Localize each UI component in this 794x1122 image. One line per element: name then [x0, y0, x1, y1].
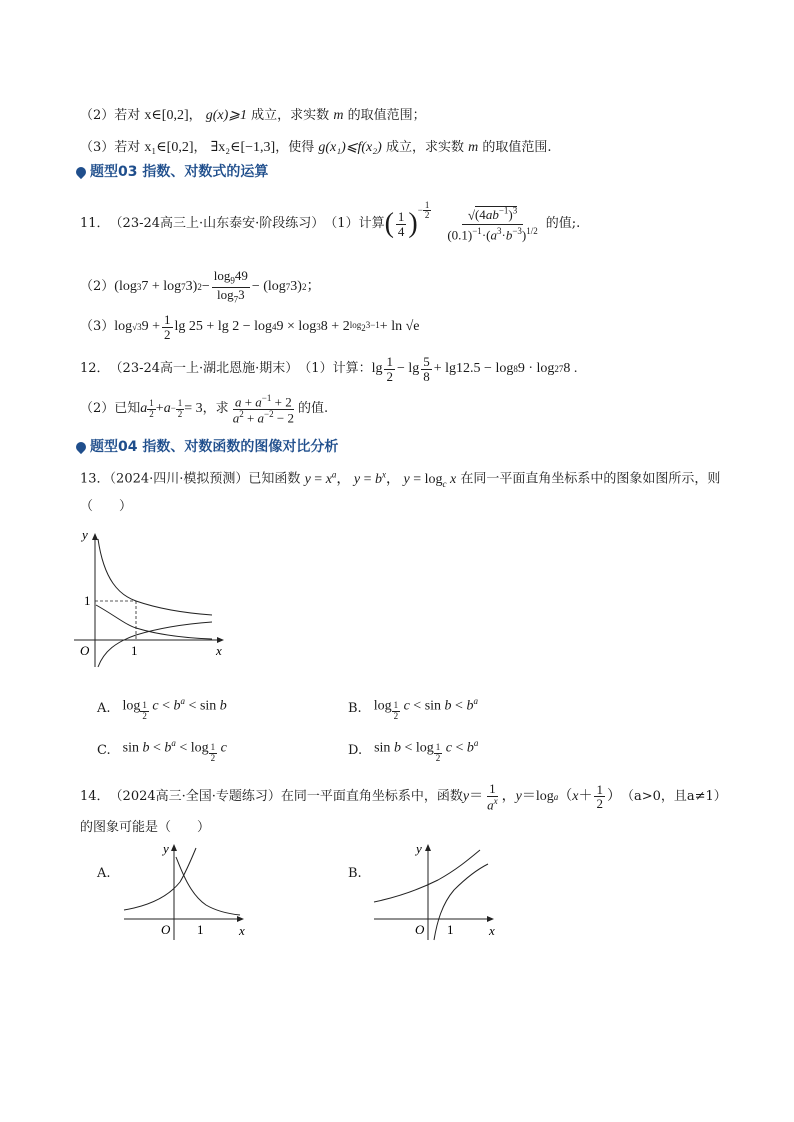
q14-stem-line-2: 的图象可能是（ ） — [80, 820, 211, 835]
q14-graph-a-label: A. — [97, 866, 111, 881]
section-heading-04: 题型04 指数、对数函数的图像对比分析 — [76, 436, 338, 456]
q-prev-part-3: （3）若对 x₁∈[0,2]， ∃x₂∈[−1,3]，使得 g(x₁)⩽f(x₂) 成立，求实数 m 的取值范围. — [80, 140, 552, 155]
q13-option-b[interactable]: B. log $_{\frac{1}{2}}$ $c < \sin b < b^a$ — [348, 696, 478, 721]
y-axis-label: y — [82, 527, 88, 542]
q14-functions: y ＝ $\frac{1}{a^x}$ ， y ＝log a （ x ＋ $\frac{1}{2}$ ） — [462, 781, 621, 813]
q-prev-part-2: （2）若对 x∈[0,2]， g(x)⩾1 成立，求实数 m 的取值范围； — [80, 108, 426, 123]
x-axis-arrow-icon — [487, 916, 494, 922]
x-tick-one: 1 — [197, 922, 204, 937]
curve-logarithm — [98, 622, 212, 667]
location-pin-icon — [74, 440, 88, 454]
q13-graph — [64, 525, 244, 675]
origin-label: O — [80, 643, 90, 658]
curve-exponential — [96, 605, 212, 639]
x-tick-one: 1 — [131, 643, 138, 658]
q11-part-2: （2） (log 3 7 + log 7 3) 2 − $\frac{\log_949}{\log_73}$ − (log 7 3) 2 ； — [80, 268, 321, 305]
q12-stem: 12． （23-24高一上·湖北恩施·期末） （1）计算： lg $\frac{1}{2}$ − lg $\frac{5}{8}$ + lg12.5 − log 8 9 · log 27 8 . — [80, 353, 578, 384]
y-axis-arrow-icon — [425, 844, 431, 851]
q14-graph-b[interactable] — [368, 842, 508, 942]
curve-power — [98, 539, 212, 615]
y-axis-label: y — [163, 842, 169, 856]
q12-formula-3: $\frac{a + a^{-1} + 2}{a^2 + a^{-2} - 2}$ — [232, 392, 294, 425]
curve-exponential — [374, 850, 480, 902]
q12-formula-1: lg $\frac{1}{2}$ − lg $\frac{5}{8}$ + lg12.5 − log 8 9 · log 27 8 . — [371, 353, 578, 384]
q11-formula-3: log √3 9 + $\frac{1}{2}$ lg 25 + lg 2 − log 4 9 × log 3 8 + 2 $\log_23-1$ + ln √e — [114, 311, 420, 342]
curve-logarithm — [434, 864, 488, 940]
q14-graph-b-label: B. — [348, 866, 362, 881]
q13-stem: 13．（2024·四川·模拟预测）已知函数 $y = x^a$， $y = b^x$， $y = \log_c x$ 在同一平面直角坐标系中的图象如图所示，则 — [80, 469, 721, 489]
q12-part-2: （2）已知 a $\frac{1}{2}$ + a − $\frac{1}{2}$ = 3 ，求 $\frac{a + a^{-1} + 2}{a^2 + a^{-2} - 2}$ 的值. — [80, 392, 329, 425]
q11-stem: 11． （23-24高三上·山东泰安·阶段练习） （1）计算 ( $\frac{1}{4}$ ) $^{- \frac{1}{2}}$ $\frac{√(4ab^{-1})^3}{(0.1)^{-1}\cdot(a^3\cdot b^{-3})^{1/2}}$ 的值;. — [80, 199, 581, 242]
y-axis-arrow-icon — [171, 844, 177, 851]
x-tick-one: 1 — [447, 922, 454, 937]
q13-answer-paren: （ ） — [80, 499, 133, 514]
q11-part-3: （3） log √3 9 + $\frac{1}{2}$ lg 25 + lg 2 − log 4 9 × log 3 8 + 2 $\log_23-1$ + ln √e — [80, 311, 420, 342]
q11-formula-2: (log 3 7 + log 7 3) 2 − $\frac{\log_949}{\log_73}$ − (log 7 3) 2 ； — [114, 268, 321, 305]
y-axis-arrow-icon — [92, 533, 98, 540]
origin-label: O — [415, 922, 425, 937]
q13-option-d[interactable]: D. sin b < log $_{\frac{1}{2}}$ $c < b^a$ — [348, 738, 479, 763]
x-axis-label: x — [239, 923, 245, 938]
location-pin-icon — [74, 165, 88, 179]
q14-stem: 14． （2024高三·全国·专题练习） 在同一平面直角坐标系中，函数 y ＝ $\frac{1}{a^x}$ ， y ＝log a （ x ＋ $\frac{1}{2}$ ） （a>0，且a≠1） — [80, 781, 727, 813]
curve-logarithm — [176, 857, 240, 915]
x-axis-arrow-icon — [237, 916, 244, 922]
q11-formula-1: ( $\frac{1}{4}$ ) $^{- \frac{1}{2}}$ $\frac{√(4ab^{-1})^3}{(0.1)^{-1}\cdot(a^3\cdot b^{-3})^{1/2}}$ — [384, 199, 538, 242]
q14-graph-a[interactable] — [118, 842, 258, 942]
y-axis-label: y — [416, 842, 422, 856]
y-tick-one: 1 — [84, 593, 91, 608]
q13-option-c[interactable]: C. $\sin b < b^a < \log$ $_{\frac{1}{2}}$ c — [97, 738, 227, 763]
q12-formula-2: a $\frac{1}{2}$ + a − $\frac{1}{2}$ = 3 — [140, 398, 203, 419]
q13-option-a[interactable]: A. log $_{\frac{1}{2}}$ $c < b^a < \sin b$ — [97, 696, 227, 721]
q13-functions: $y = x^a$， $y = b^x$， $y = \log_c x$ — [304, 469, 457, 489]
x-axis-label: x — [489, 923, 495, 938]
origin-label: O — [161, 922, 171, 937]
x-axis-label: x — [216, 643, 222, 658]
section-heading-03: 题型03 指数、对数式的运算 — [76, 161, 268, 181]
